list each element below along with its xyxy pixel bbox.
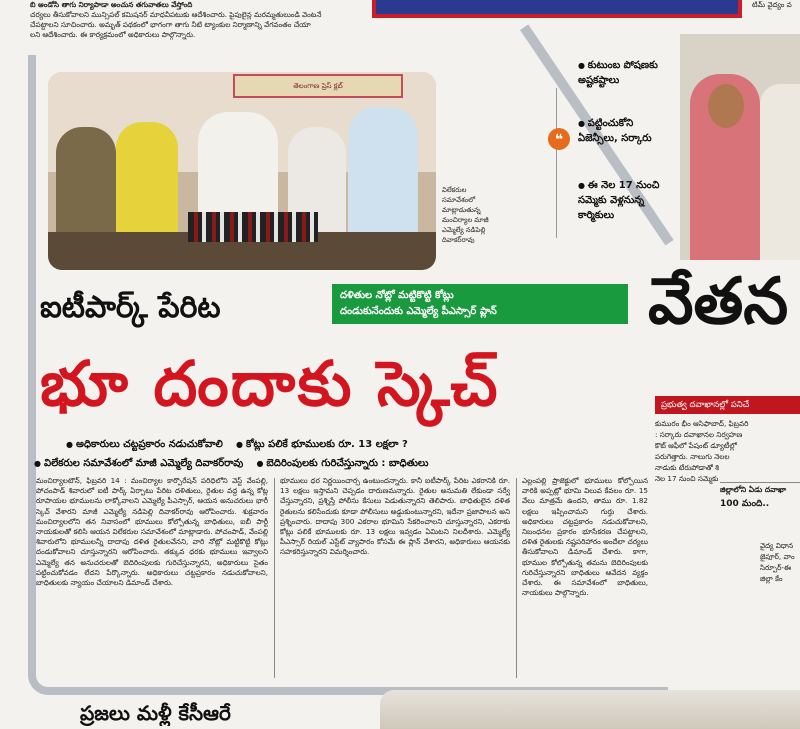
quote-item: ● ఈ నెల 17 నుంచి సమ్మెకు వెళ్లనున్న కార్మికులు xyxy=(578,180,660,221)
press-meet-photo xyxy=(48,72,436,270)
subhead-item: ● విలేకరుల సమావేశంలో మాజీ ఎమ్మెల్యే దివాకర్‌రావు xyxy=(34,458,243,469)
green-box-line: దళితుల నోట్లో మట్టికొట్టి కోట్లు xyxy=(340,290,454,301)
right-photo-face xyxy=(708,84,744,128)
subhead-item: ● కోట్లు పలికే భూములకు రూ. 13 లక్షలా ? xyxy=(236,439,408,450)
top-left-line: లని ఆదేశించారు. ఈ కార్యక్రమంలో అధికారులు పాల్గొన్నారు. xyxy=(30,30,196,39)
subhead-row-1 xyxy=(66,437,626,453)
right-lower-line: జైపూర్, వాం xyxy=(760,552,795,561)
banner-text: తెలంగాణ ప్రెస్ క్లబ్ xyxy=(293,82,343,90)
top-left-line: చేపట్టాలని సూచించారు. అమృత్ పథకంలో భాగంగా తాగు నీటి ట్యాంకుల నిర్మాణాన్ని వేగవంతం చేయా xyxy=(30,20,311,29)
next-story-photo xyxy=(380,690,800,729)
quote-item-text: కుటుంబ పోషణకు అష్టకష్టాలు xyxy=(578,60,658,86)
quote-item: ● కుటుంబ పోషణకు అష్టకష్టాలు xyxy=(578,60,658,86)
right-red-bar-text: ప్రభుత్వ దవాఖానల్లో పనిచే xyxy=(661,400,750,410)
right-lower-line: వైద్య విధాన xyxy=(760,541,794,550)
right-line: నాడుకు టేరుపోడాతో శి xyxy=(655,463,719,472)
right-line: కొట్ ఆఫీలో పేషంట్ డ్యూటీల్లో xyxy=(655,441,737,450)
right-red-bar xyxy=(655,396,800,414)
right-line: పరుగెత్తారు. నాలుగు నెలల xyxy=(655,452,730,461)
top-blue-box xyxy=(372,0,742,18)
green-box xyxy=(332,284,628,324)
top-right-fragment: టిమ్ వైద్యం వ xyxy=(752,0,792,9)
right-big-headline: వేతన xyxy=(648,265,789,339)
microphones xyxy=(188,212,318,242)
quote-line xyxy=(556,88,557,238)
subhead-item: ● బెదిరింపులకు గురిచేస్తున్నారు : బాధితులు xyxy=(256,458,428,469)
right-photo-person-2 xyxy=(760,84,800,260)
caption-line: విలేకరుల xyxy=(442,186,467,194)
article-column-3: ఎల్లంపల్లి ప్రాజెక్టులో భూములు కోల్పోయిన వారికి అప్పట్లో భూమి విలువ కేవలం రూ. 15 వేలు మాత్రమే ఉందని, తాము రూ. 1.82 లక్షలు ఇప్పించామని గుర్తు చేశారు. అధికారులు చట్టప్రకారం నడుచుకోవాలని, నిబంధనల ప్రకారం భూసేకరణ చేపట్టాలని, దళిత రైతులకు నష్టపరిహారం అందేలా చర్యలు తీసుకోవాలని డిమాండ్ చేశారు. కాగా, భూముల కోల్పోతున్న తమను బెదిరింపులకు గురిచేస్తున్నారని బాధితులు ఆవేదన వ్యక్తం చేశారు. ఈ సమావేశంలో బాధితులు, నాయకులు పాల్గొన్నారు. xyxy=(522,476,648,598)
right-lower-line: జిల్లా కేం xyxy=(760,574,783,583)
top-left-line: బి అండోసి తాగు నిర్యాపాడా అంచున తగువాతలు వేస్తోంది xyxy=(30,0,193,9)
article-column-2: భూములు ధర నిర్ణయించార్స ఉంటుందన్నారు. కానీ ఐటీపార్క్ పేరిట ఎకరానికి రూ. 13 లక్షలు ఇస్తామని చెప్పడం దారుణమన్నారు. రైతుల అనుమతి లేకుండా సర్వే చేస్తున్నారని, ప్రశ్నిస్తే పోలీసు కేసులు పెడుతున్నారని తెలిపారు. బాధితులైన దళిత రైతులను కలిసేందుకు కూడా పోలీసులు అడ్డుకుంటున్నారని, ఇదేనా ప్రజాపాలన అని ప్రశ్నించారు. దాదాపు 300 ఎకరాల భూమిని సేకరించాలని చూస్తున్నారని, ఎకరాకు కోట్లు పలికే భూములకు రూ. 13 లక్షలు ఇవ్వడం ఏమిటని నిలదీశారు. ఎమ్మెల్యే పీఎస్సార్ రియల్ ఎస్టేట్ వ్యాపారం కోసమే ఈ ప్లాన్ వేశారని, అధికారులు ఆయనకు సహకరిస్తున్నారని విమర్శించారు. xyxy=(280,476,510,557)
right-box xyxy=(720,482,800,516)
column-divider xyxy=(274,478,275,678)
quote-item-text: ఈ నెల 17 నుంచి సమ్మెకు వెళ్లనున్న కార్మికులు xyxy=(578,180,660,221)
caption-line: మంచిర్యాల మాజీ xyxy=(442,216,489,224)
top-left-line: చర్యలు తీసుకోవాలని మున్సిపల్ కమిషనర్ మాధవీపటుకు ఆదేశించారు. పైపులైన్ల మరమ్మతులుండి వెంటనే xyxy=(30,10,322,19)
column-divider xyxy=(516,478,517,678)
caption-line: సమావేశంలో xyxy=(442,196,476,204)
article-column-1: మంచిర్యాలటౌన్, ఫిబ్రవరి 14 : మంచిర్యాల కార్పొరేషన్ పరిధిలోని వెస్ట్ వేంపల్లి, పోచంపాడ్ శివారులో ఐటీ పార్క్ ఏర్పాటు పేరిట దళితులు, రైతుల వద్ద ఉన్న కోట్ల రూపాయల భూములను లాక్కోవాలని ఎమ్మెల్యే పీఎస్సార్, ఆయన అనుచరులు భారీ స్కెచ్ వేశారని మాజీ ఎమ్మెల్యే నడిపెల్లి దివాకర్‌రావు ఆరోపించారు. శుక్రవారం మంచిర్యాలలోని తన నివాసంలో భూములు కోల్పోతున్న బాధితులు, ఐబీ పార్టీ నాయకులతో కలిసి ఆయన విలేకరుల సమావేశంలో మాట్లాడారు. పోచంపాడ్, వేంపల్లి శివారులోని భూములన్నీ దాదాపు దళిత రైతులవేనని, వారి నోట్లో మట్టికొట్టి కోట్లు దండుకోవాలని చూస్తున్నారని ఆరోపించారు. తక్కువ ధరకు భూములు ఇవ్వాలని ఎమ్మెల్యే తన అనుచరులతో బెదిరింపులకు గురిచేస్తున్నారని, అధికారులు సైతం పట్టించుకోవడం లేదని పేర్కొన్నారు. అధికారులు చట్టప్రకారం నడుచుకోవాలని, బాధితులకు న్యాయం చేయాలని డిమాండ్ చేశారు. xyxy=(36,476,268,588)
headline-kicker: ఐటీపార్క్ పేరిట xyxy=(40,290,221,325)
photo-caption xyxy=(442,185,516,245)
right-line: కుమురం భీం ఆసిఫాబాద్, ఫిబ్రవరి xyxy=(655,419,749,428)
right-box-label: జిల్లాలోని ఏడు దవాఖా xyxy=(720,485,787,494)
next-story-headline: ప్రజలు మళ్లీ కేసీఆరే xyxy=(80,701,231,725)
headline-main: భూ దందాకు స్కెచ్ xyxy=(40,347,500,420)
right-photo xyxy=(680,34,800,260)
right-lower-line: సిర్పూర్-ఈ xyxy=(760,563,792,572)
pull-quote xyxy=(548,58,674,258)
caption-line: ఎమ్మెల్యే నడిపెల్లి xyxy=(442,226,486,234)
right-line: : సర్కారు దవాఖానల నిర్వహణ xyxy=(655,430,743,439)
green-box-line: దండుకునేందుకు ఎమ్మెల్యే పీఎస్సార్ ప్లాన్ xyxy=(340,306,497,317)
quote-item: ● పట్టించుకోని ఏజెన్సీలు, సర్కారు xyxy=(578,118,652,144)
caption-line: దివాకర్‌రావు xyxy=(442,236,475,244)
right-line: నెల 17 నుంచి సమ్మెకు xyxy=(655,474,719,483)
right-body xyxy=(655,418,800,484)
quote-item-text: పట్టించుకోని ఏజెన్సీలు, సర్కారు xyxy=(578,118,652,144)
caption-line: మాట్లాడుతున్న xyxy=(442,206,481,214)
subhead-item: ● అధికారులు చట్టప్రకారం నడుచుకోవాలి xyxy=(66,439,223,450)
photo-banner xyxy=(233,74,403,98)
quote-icon: ❝ xyxy=(548,128,570,150)
subhead-row-2 xyxy=(34,456,654,472)
right-box-value: 100 మంది.. xyxy=(720,499,770,509)
right-lower-body xyxy=(760,540,800,584)
